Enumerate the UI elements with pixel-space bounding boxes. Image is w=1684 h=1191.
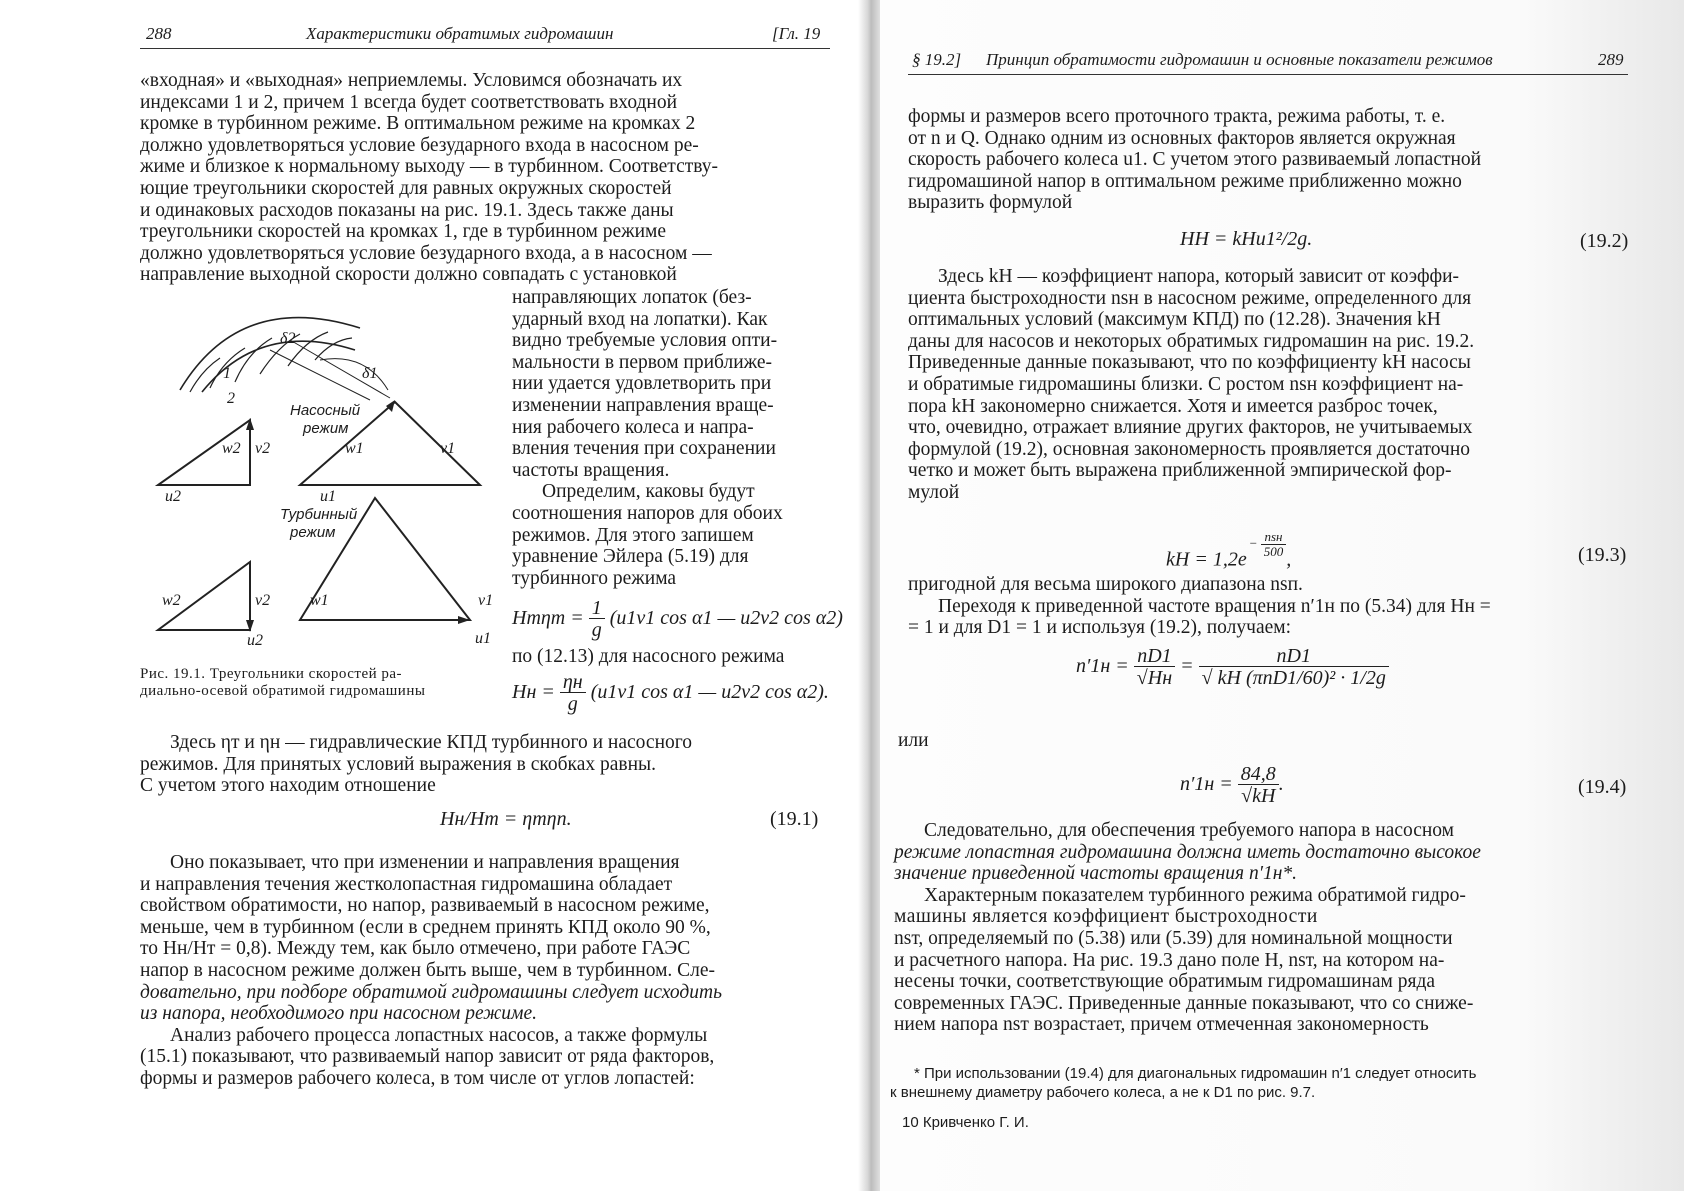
text-line: довательно, при подборе обратимой гидромашины следует исходить (140, 981, 722, 1003)
eq-n1: n′1н = $\frac{nD1}{√Hн}$ = $\frac{nD1}{\text{√ kH (πnD1/60)² · 1/2g}}$ (1076, 646, 1389, 689)
eq-turbine-lhs: Hтηт = (512, 607, 584, 630)
pump-intro: по (12.13) для насосного режима (512, 646, 785, 667)
fig-v1-pump: v1 (440, 440, 456, 457)
text-line: жиме и близкое к нормальному выходу — в турбинном. Соответству- (140, 156, 719, 178)
text-line: Здесь ηт и ηн — гидравлические КПД турбинного и насосного (170, 732, 693, 753)
text-line: из напора, необходимого при насосном режиме. (140, 1003, 537, 1025)
fig-turbine-mode-1: Турбинный (280, 506, 358, 523)
text-line: направление выходной скорости должно совпадать с установкой (140, 264, 677, 286)
text-line: турбинного режима (512, 567, 677, 589)
left-text-side (512, 287, 828, 589)
text-line: Переходя к приведенной частоте вращения n′1н по (5.34) для Hн = (938, 595, 1491, 617)
text-line: пора kH закономерно снижается. Хотя и имеется разброс точек, (908, 395, 1438, 417)
eq-19-4-number: (19.4) (1578, 776, 1627, 798)
text-line: и одинаковых расходов показаны на рис. 19.1. Здесь также даны (140, 199, 674, 221)
eq-n1-num1: nD1 (1134, 646, 1175, 667)
right-text-3 (908, 574, 1628, 639)
right-page-number: 289 (1598, 50, 1624, 69)
text-line: ния рабочего колеса и напра- (512, 416, 754, 438)
text-line: уравнение Эйлера (5.19) для (512, 546, 749, 568)
text-line: четко и может быть выражена приближенной эмпирической фор- (908, 460, 1452, 482)
eq-19-4-frac (1238, 764, 1279, 807)
text-line: оптимальных условий (максимум КПД) по (12.28). Значения kH (908, 309, 1441, 331)
text-line: режимов. Для этого запишем (512, 524, 754, 546)
or-word: или (898, 730, 929, 751)
eq-19-3-lhs: kH = 1,2e (1166, 548, 1247, 571)
fig-v2-pump: v2 (255, 440, 271, 457)
eq-n1-frac1 (1134, 646, 1175, 689)
text-line: (15.1) показывают, что развиваемый напор зависит от ряда факторов, (140, 1046, 715, 1068)
eq-19-2-number: (19.2) (1580, 230, 1629, 252)
eq-19-3-exponent: − $\frac{\text{nsн}}{500}$ (1249, 530, 1287, 559)
text-line: и обратимые гидромашины близки. С ростом nsн коэффициент на- (908, 373, 1464, 395)
text-line: режимов. Для принятых условий выражения в скобках равны. (140, 753, 657, 775)
eq-turbine-frac (589, 598, 605, 641)
left-page-number: 288 (146, 24, 172, 43)
text-line: машины является коэффициент быстроходности (894, 906, 1318, 928)
eq-n1-den2: √ kH (πnD1/60)² · 1/2g (1201, 667, 1386, 689)
book-gutter (858, 0, 882, 1191)
left-text-top (140, 70, 828, 286)
arrow-head (386, 400, 395, 412)
text-line: ющие треугольники скоростей для равных окружных скоростей (140, 177, 672, 199)
eq-pump-den: g (567, 693, 578, 715)
eq-19-3: kH = 1,2e− $\frac{\text{nsн}}{500}$ , (1166, 529, 1292, 571)
text-line: мальности в первом приближе- (512, 351, 772, 373)
text-line: и направления течения жестколопастная гидромашина обладает (140, 873, 673, 895)
fig-u1-pump: u1 (320, 488, 336, 505)
text-line: скорость рабочего колеса u1. С учетом этого развиваемый лопастной (908, 149, 1482, 171)
text-line: вления течения при сохранении (512, 438, 776, 460)
text-line: напор в насосном режиме должен быть выше, чем в турбинном. Сле- (140, 959, 716, 981)
fig-w1-pump: w1 (345, 440, 364, 457)
eq-19-3-exp-num: nsн (1261, 530, 1287, 545)
eq-pump-num: ηн (560, 672, 586, 693)
printer-signature: 10 Кривченко Г. И. (902, 1114, 1029, 1131)
fig-pump-mode-2: режим (303, 420, 349, 437)
text-line: то Hн/Hт = 0,8). Между тем, как было отмечено, при работе ГАЭС (140, 938, 691, 960)
right-text-1 (908, 106, 1628, 214)
text-line: гидромашиной напор в оптимальном режиме приближенно можно (908, 170, 1462, 192)
fig-u2-pump: u2 (165, 488, 181, 505)
text-line: нии удается удовлетворить при (512, 373, 772, 395)
text-line: направляющих лопаток (без- (512, 287, 752, 308)
right-section-label: § 19.2] (912, 50, 962, 69)
text-line: частоты вращения. (512, 459, 670, 481)
arrow-head (246, 418, 254, 430)
text-line: кромке в турбинном режиме. В оптимальном режиме на кромках 2 (140, 113, 696, 135)
eq-19-3-number: (19.3) (1578, 544, 1627, 566)
text-line: должно удовлетворяться условие безударного входа в насосном ре- (140, 134, 699, 156)
text-line: Следовательно, для обеспечения требуемого напора в насосном (924, 820, 1455, 841)
eq-pump-frac (560, 672, 586, 715)
eq-pump-rhs: (u1v1 cos α1 — u2v2 cos α2). (590, 681, 829, 704)
footnote (890, 1064, 1630, 1102)
fig-v1-turbine: v1 (478, 592, 494, 609)
text-line: Анализ рабочего процесса лопастных насосов, а также формулы (170, 1024, 708, 1046)
text-line: «входная» и «выходная» неприемлемы. Условимся обозначать их (140, 70, 683, 91)
right-running-title: Принцип обратимости гидромашин и основные показатели режимов (986, 50, 1493, 69)
text-line: мулой (908, 481, 960, 503)
left-text-bottom-2 (140, 852, 828, 1090)
text-line: свойством обратимости, но напор, развиваемый в насосном режиме, (140, 895, 710, 917)
fig-v2-turbine: v2 (255, 592, 271, 609)
text-line: нием напора nsт возрастает, причем отмеченная закономерность (894, 1014, 1429, 1036)
fig-w2-turbine: w2 (162, 592, 181, 609)
text-line: от n и Q. Однако одним из основных факторов является окружная (908, 127, 1456, 149)
fig-w1-turbine: w1 (310, 592, 329, 609)
left-chapter-label: [Гл. 19 (772, 24, 821, 43)
eq-n1-num2: nD1 (1199, 646, 1389, 667)
text-line: Здесь kH — коэффициент напора, который зависит от коэффи- (938, 266, 1460, 287)
left-head-rule (140, 48, 830, 49)
eq-turbine-rhs: (u1v1 cos α1 — u2v2 cos α2) (609, 607, 843, 630)
text-line: индексами 1 и 2, причем 1 всегда будет соответствовать входной (140, 91, 678, 113)
eq-n1-frac2 (1199, 646, 1389, 689)
fig-label-delta1: δ1 (362, 365, 378, 382)
text-line: пригодной для весьма широкого диапазона nsп. (908, 574, 1303, 595)
text-line: должно удовлетворяться условие безударного входа, а в насосном — (140, 242, 712, 264)
text-line: nsт, определяемый по (5.38) или (5.39) для номинальной мощности (894, 927, 1453, 949)
text-line: = 1 и для D1 = 1 и используя (19.2), получаем: (908, 617, 1292, 639)
eq-19-2: HH = kHu1²/2g. (1180, 228, 1313, 250)
eq-19-4-den: √kH (1241, 785, 1276, 807)
fig-w2-pump: w2 (222, 440, 241, 457)
text-line: и расчетного напора. На рис. 19.3 дано поле H, nsт, на котором на- (894, 949, 1445, 971)
eq-19-1-number: (19.1) (770, 808, 819, 830)
left-running-title: Характеристики обратимых гидромашин (306, 24, 614, 43)
text-line: меньше, чем в турбинном (если в среднем принять КПД около 90 %, (140, 916, 711, 938)
text-line: формы и размеров всего проточного тракта, режима работы, т. е. (908, 106, 1446, 127)
caption-line: диально-осевой обратимой гидромашины (140, 683, 426, 699)
eq-pump (512, 672, 829, 715)
text-line: Приведенные данные показывают, что по коэффициенту kH насосы (908, 352, 1471, 374)
fig-label-delta2: δ2 (280, 330, 296, 347)
fig-turbine-mode-2: режим (290, 524, 336, 541)
right-head-rule (908, 74, 1628, 75)
text-line: формы и размеров рабочего колеса, в том числе от углов лопастей: (140, 1067, 695, 1089)
right-page (880, 0, 1684, 1191)
text-line: видно требуемые условия опти- (512, 330, 778, 352)
footnote-line: * При использовании (19.4) для диагональных гидромашин n′1 следует относить (914, 1065, 1477, 1082)
fig-label-1: 1 (223, 365, 231, 382)
eq-turbine-den: g (591, 619, 602, 641)
text-line: даны для насосов и некоторых обратимых гидромашин на рис. 19.2. (908, 330, 1475, 352)
eq-19-4-lhs: n′1н = (1180, 773, 1233, 796)
text-line: изменении направления враще- (512, 394, 774, 416)
fig-label-2: 2 (227, 390, 235, 407)
fig-u1-turbine: u1 (475, 630, 491, 647)
figure-caption (140, 666, 500, 700)
text-line: значение приведенной частоты вращения n′1н*. (894, 863, 1298, 885)
text-line: Оно показывает, что при изменении и направления вращения (170, 852, 680, 873)
eq-pump-lhs: Hн = (512, 681, 555, 704)
eq-n1-lhs: n′1н = (1076, 655, 1129, 678)
fig-u2-turbine: u2 (247, 632, 263, 649)
eq-n1-den1: √Hн (1136, 667, 1173, 689)
footnote-line: к внешнему диаметру рабочего колеса, а не к D1 по рис. 9.7. (890, 1084, 1316, 1101)
text-line: треугольники скоростей на кромках 1, где в турбинном режиме (140, 221, 667, 243)
text-line: Определим, каковы будут (542, 481, 755, 503)
right-text-4 (894, 820, 1628, 1036)
impeller-outer-arc (180, 318, 360, 390)
eq-turbine-num: 1 (589, 598, 605, 619)
left-text-bottom-1 (140, 732, 828, 797)
eq-19-4-num: 84,8 (1238, 764, 1279, 785)
fig-pump-mode-1: Насосный (290, 402, 361, 419)
eq-19-1: Hн/Hт = ηтηп. (440, 808, 572, 830)
right-text-2 (908, 266, 1628, 504)
text-line: ударный вход на лопатки). Как (512, 308, 768, 330)
text-line: формулой (19.2), основная закономерность проявляется достаточно (908, 438, 1471, 460)
text-line: соотношения напоров для обоих (512, 502, 783, 524)
eq-19-3-exp-den: 500 (1263, 544, 1284, 559)
text-line: режиме лопастная гидромашина должна иметь достаточно высокое (894, 841, 1481, 863)
eq-19-4: n′1н = $\frac{84,8}{√kH}$ . (1180, 763, 1284, 807)
eq-turbine (512, 598, 843, 641)
text-line: Характерным показателем турбинного режима обратимой гидро- (924, 884, 1466, 906)
text-line: современных ГАЭС. Приведенные данные показывают, что со сниже- (894, 992, 1474, 1014)
text-line: несены точки, соответствующие обратимым гидромашинам ряда (894, 971, 1436, 993)
text-line: С учетом этого находим отношение (140, 775, 436, 797)
text-line: циента быстроходности nsн в насосном режиме, определенного для (908, 287, 1472, 309)
text-line: что, очевидно, отражает влияние других факторов, не учитываемых (908, 417, 1473, 439)
caption-line: Рис. 19.1. Треугольники скоростей ра- (140, 666, 403, 682)
text-line: выразить формулой (908, 192, 1073, 214)
